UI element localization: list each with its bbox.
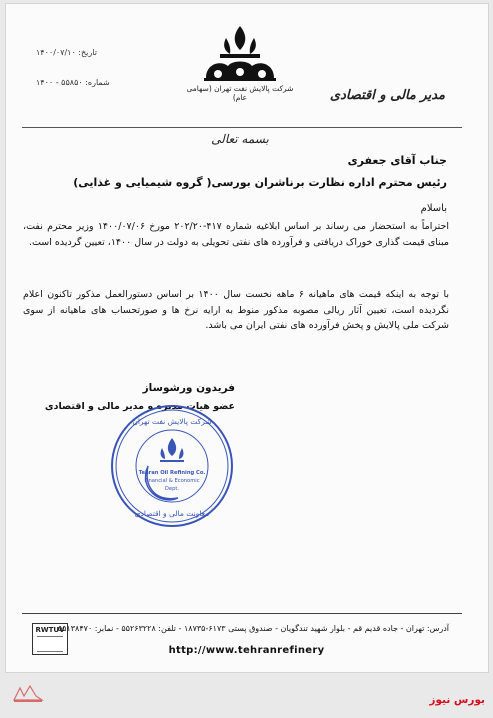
- official-seal-stamp: [108, 402, 236, 530]
- letter-page: [6, 4, 488, 672]
- seal-top-text: شرکت پالایش نفت تهران: [132, 417, 212, 426]
- footer-divider: [22, 613, 462, 614]
- recipient-name: جناب آقای جعفری: [347, 154, 447, 167]
- signatory-name: فریدون ورشوساز: [142, 382, 235, 394]
- rwtuv-badge-label: RWTUV: [35, 626, 65, 634]
- company-name: شرکت پالایش نفت تهران (سهامی عام): [186, 84, 294, 102]
- seal-en-line-3: Dept.: [164, 486, 180, 492]
- body-paragraph-1: احتراماً به استحضار می رساند بر اساس ابلاغیه شماره ۴۱۷-۲۰۲/۲۰ مورخ ۱۴۰۰/۰۷/۰۶ وزیر محترم نفت، مبنای قیمت گذاری خوراک دریافتی و فرآورده های نفتی تحویلی به دولت در سال ۱۴۰۰، تعیین گردیده است.: [23, 221, 449, 248]
- letter-number: شماره: ۵۵۸۵۰ - ۱۴۰۰: [36, 78, 110, 87]
- letter-date: تاریخ: ۱۴۰۰/۰۷/۱۰: [36, 48, 97, 57]
- seal-en-line-2: Financial & Economic: [144, 478, 200, 484]
- footer-address: آدرس: تهران - جاده قدیم قم - بلوار شهید تندگویان - صندوق پستی ۶۱۷۳-۱۸۷۳۵ - تلفن: ۵۵۲۶۳۲۲۸ - نمابر: ۵۵۱۳۸۴۷۰: [57, 624, 449, 633]
- signatory-title: عضو هیات مدیره و مدیر مالی و اقتصادی: [44, 401, 235, 412]
- greeting: باسلام: [420, 203, 447, 214]
- recipient-block: [27, 150, 447, 194]
- recipient-title: رئیس محترم اداره نظارت برناشران بورسی( گروه شیمیایی و غذایی): [73, 176, 447, 189]
- sender-department: مدیر مالی و اقتصادی: [329, 88, 445, 103]
- seal-bottom-text: معاونت مالی و اقتصادی: [134, 509, 210, 518]
- seal-en-line-1: Tehran Oil Refining Co.: [138, 470, 206, 476]
- company-flame-logo: [192, 20, 288, 90]
- bismillah-heading: بسمه تعالی: [211, 132, 269, 146]
- corner-logo-icon: [10, 682, 46, 704]
- body-paragraph-2: با توجه به اینکه قیمت های ماهیانه ۶ ماهه نخست سال ۱۴۰۰ بر اساس دستورالعمل مذکور تاکنون اعلام نگردیده است، تعیین آثار ریالی مصوبه مذکور منوط به ارایه نرخ ها و صورتحساب های ماهیانه از سوی شرکت ملی پالایش و پخش فرآورده های نفتی ایران می باشد.: [23, 289, 449, 331]
- footer-website: http://www.tehranrefinery: [168, 645, 325, 656]
- bourse-news-brand: بورس نیوز: [429, 694, 485, 706]
- header-divider: [22, 127, 462, 128]
